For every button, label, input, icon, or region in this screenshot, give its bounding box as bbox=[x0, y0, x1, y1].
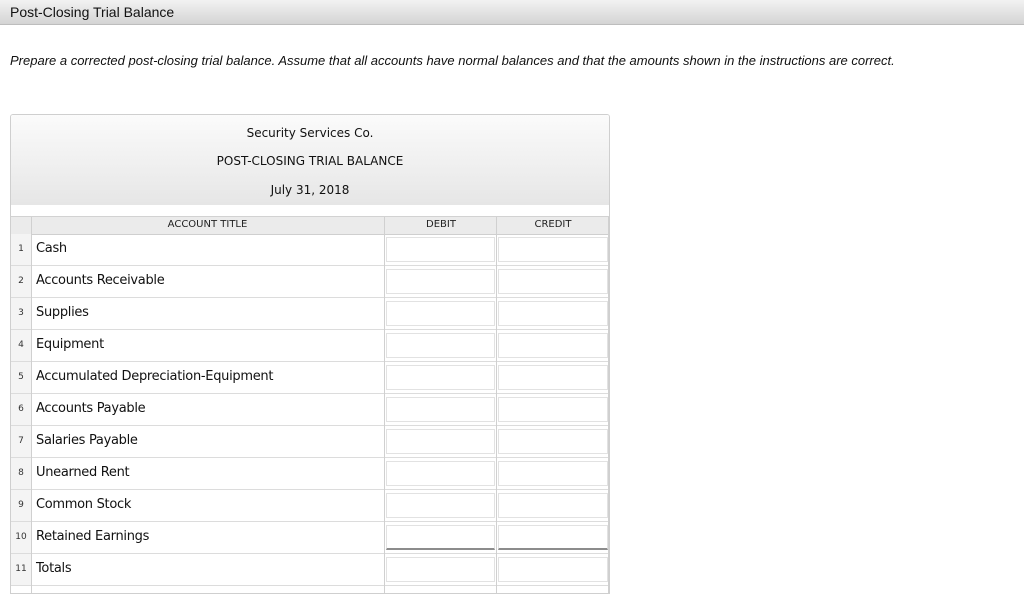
header-divider bbox=[11, 205, 609, 217]
credit-input[interactable] bbox=[498, 237, 608, 262]
trial-balance-panel bbox=[10, 114, 610, 594]
debit-input[interactable] bbox=[386, 493, 495, 518]
account-title-cell: Retained Earnings bbox=[36, 529, 150, 544]
account-title-header: ACCOUNT TITLE bbox=[167, 219, 248, 230]
row-number: 5 bbox=[11, 362, 31, 393]
company-name: Security Services Co. bbox=[246, 126, 374, 140]
row-number: 11 bbox=[11, 554, 31, 585]
account-title-cell: Accounts Receivable bbox=[36, 273, 165, 288]
window-title-bar bbox=[0, 0, 1024, 25]
debit-input[interactable] bbox=[386, 237, 495, 262]
credit-input[interactable] bbox=[498, 557, 608, 582]
statement-header bbox=[11, 115, 609, 206]
credit-input[interactable] bbox=[498, 493, 608, 518]
account-title-cell: Salaries Payable bbox=[36, 433, 138, 448]
credit-input[interactable] bbox=[498, 365, 608, 390]
row-number: 10 bbox=[11, 522, 31, 553]
table-row bbox=[11, 426, 609, 458]
debit-input[interactable] bbox=[386, 397, 495, 422]
column-headers bbox=[11, 217, 609, 235]
account-title-cell: Totals bbox=[36, 561, 72, 576]
debit-input[interactable] bbox=[386, 365, 495, 390]
row-number: 7 bbox=[11, 426, 31, 457]
table-row bbox=[11, 234, 609, 266]
instructions-text: Prepare a corrected post-closing trial balance. Assume that all accounts have normal balances and that the amounts shown in the instructions are correct. bbox=[10, 53, 895, 68]
credit-input[interactable] bbox=[498, 301, 608, 326]
debit-input[interactable] bbox=[386, 461, 495, 486]
credit-input[interactable] bbox=[498, 397, 608, 422]
table-row bbox=[11, 522, 609, 554]
table-row bbox=[11, 458, 609, 490]
credit-header: CREDIT bbox=[534, 219, 572, 230]
row-number: 2 bbox=[11, 266, 31, 297]
credit-input[interactable] bbox=[498, 269, 608, 294]
table-row bbox=[11, 330, 609, 362]
account-title-cell: Supplies bbox=[36, 305, 89, 320]
row-number: 1 bbox=[11, 234, 31, 265]
column-divider bbox=[496, 217, 497, 594]
window-title: Post-Closing Trial Balance bbox=[10, 4, 175, 20]
totals-row bbox=[11, 554, 609, 586]
table-row bbox=[11, 394, 609, 426]
table-row bbox=[11, 298, 609, 330]
credit-input[interactable] bbox=[498, 525, 608, 550]
account-title-cell: Cash bbox=[36, 241, 67, 256]
row-number: 4 bbox=[11, 330, 31, 361]
debit-input[interactable] bbox=[386, 333, 495, 358]
column-divider bbox=[384, 217, 385, 594]
row-number: 8 bbox=[11, 458, 31, 489]
account-title-cell: Accounts Payable bbox=[36, 401, 146, 416]
debit-input[interactable] bbox=[386, 301, 495, 326]
account-title-cell: Common Stock bbox=[36, 497, 132, 512]
column-divider bbox=[608, 217, 609, 594]
debit-input[interactable] bbox=[386, 269, 495, 294]
row-number: 6 bbox=[11, 394, 31, 425]
credit-input[interactable] bbox=[498, 429, 608, 454]
report-date: July 31, 2018 bbox=[270, 183, 350, 197]
column-divider bbox=[31, 217, 32, 594]
account-title-cell: Accumulated Depreciation-Equipment bbox=[36, 369, 274, 384]
credit-input[interactable] bbox=[498, 461, 608, 486]
table-row bbox=[11, 266, 609, 298]
report-title: POST-CLOSING TRIAL BALANCE bbox=[216, 154, 404, 168]
debit-input[interactable] bbox=[386, 525, 495, 550]
table-row bbox=[11, 490, 609, 522]
debit-input[interactable] bbox=[386, 557, 495, 582]
debit-input[interactable] bbox=[386, 429, 495, 454]
row-number: 9 bbox=[11, 490, 31, 521]
table-row bbox=[11, 362, 609, 394]
row-number: 3 bbox=[11, 298, 31, 329]
account-title-cell: Unearned Rent bbox=[36, 465, 130, 480]
credit-input[interactable] bbox=[498, 333, 608, 358]
account-title-cell: Equipment bbox=[36, 337, 104, 352]
debit-header: DEBIT bbox=[426, 219, 456, 230]
